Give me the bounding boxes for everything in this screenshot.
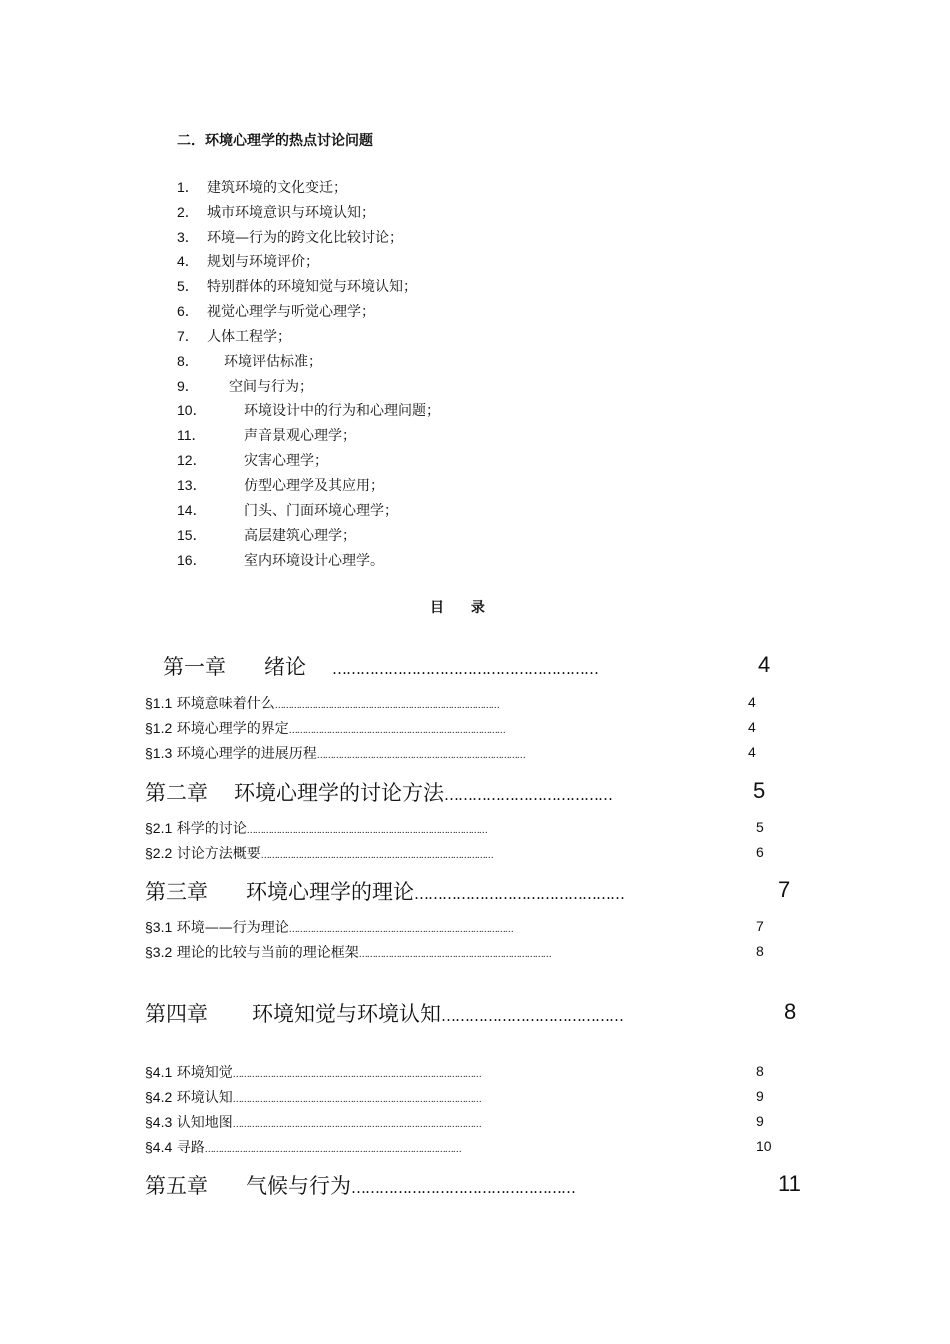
section-title: 认知地图 xyxy=(176,1115,233,1131)
leader-dots: ……………………………… xyxy=(444,786,612,804)
toc-section-4-3[interactable] xyxy=(145,1112,481,1132)
leader-dots: ………………………………………… xyxy=(351,1179,575,1197)
leader-dots: ………………………………………………… xyxy=(332,660,598,678)
topic-number: 13． xyxy=(177,477,207,493)
section-title: 寻路 xyxy=(176,1140,205,1156)
section-title: 科学的讨论 xyxy=(176,821,247,837)
section-label: §4.4 xyxy=(145,1139,173,1155)
section-label: §3.1 xyxy=(145,919,173,935)
toc-section-3-1-page: 7 xyxy=(756,918,764,934)
chapter-title: 环境心理学的理论 xyxy=(246,880,414,904)
toc-section-1-3-page: 4 xyxy=(748,744,756,760)
toc-chapter-4[interactable] xyxy=(145,998,623,1028)
topic-number: 10． xyxy=(177,402,207,418)
chapter-label: 第三章 xyxy=(145,880,208,904)
section-title: 环境认知 xyxy=(176,1090,233,1106)
section-label: §4.1 xyxy=(145,1064,173,1080)
topic-number: 16． xyxy=(177,552,207,568)
toc-section-1-2-page: 4 xyxy=(748,719,756,735)
toc-section-2-2[interactable] xyxy=(145,843,493,863)
toc-section-1-3[interactable] xyxy=(145,743,525,763)
topic-number: 8． xyxy=(177,353,199,369)
leader-dots: ………………………………………………………………………………… xyxy=(232,1070,481,1080)
toc-section-3-2-page: 8 xyxy=(756,943,764,959)
toc-section-4-2[interactable] xyxy=(145,1087,481,1107)
topic-number: 15． xyxy=(177,527,207,543)
leader-dots: ……………………………………………………………… xyxy=(358,950,551,960)
toc-section-4-4[interactable] xyxy=(145,1137,461,1157)
section-title: 理论的比较与当前的理论框架 xyxy=(176,945,359,961)
section-title: 环境心理学的界定 xyxy=(176,721,289,737)
chapter-title: 绪论 xyxy=(264,655,306,679)
toc-section-4-1-page: 8 xyxy=(756,1063,764,1079)
section-label: §4.3 xyxy=(145,1114,173,1130)
section-label: §1.3 xyxy=(145,745,173,761)
toc-section-3-1[interactable] xyxy=(145,917,513,937)
toc-section-1-2[interactable] xyxy=(145,718,505,738)
leader-dots: ………………………………………………………………………………… xyxy=(232,1120,481,1130)
topic-number: 6． xyxy=(177,303,199,319)
topic-number: 11． xyxy=(177,427,206,443)
toc-section-2-2-page: 6 xyxy=(756,844,764,860)
toc-chapter-4-page: 8 xyxy=(784,999,797,1024)
section-title: 环境心理学的进展历程 xyxy=(176,746,317,762)
topic-number: 5． xyxy=(177,278,199,294)
section-label: §2.2 xyxy=(145,845,173,861)
leader-dots: …………………………………………………………………………… xyxy=(260,851,493,861)
chapter-label: 第二章 xyxy=(145,781,208,805)
topic-number: 12． xyxy=(177,452,207,468)
topic-number: 9． xyxy=(177,378,199,394)
topic-text: 环境—行为的跨文化比较讨论； xyxy=(207,230,403,246)
leader-dots: …………………………………………………………………………………… xyxy=(204,1145,461,1155)
leader-dots: ……………………………………………………………………………… xyxy=(246,826,487,836)
chapter-label: 第四章 xyxy=(145,1002,208,1026)
toc-chapter-3[interactable] xyxy=(145,876,624,906)
topic-text: 环境评估标准； xyxy=(224,354,322,370)
toc-chapter-3-page: 7 xyxy=(778,877,791,902)
chapter-title: 环境心理学的讨论方法 xyxy=(234,781,444,805)
topic-text: 灾害心理学； xyxy=(244,453,328,469)
section-label: §2.1 xyxy=(145,820,173,836)
topic-text: 建筑环境的文化变迁； xyxy=(207,180,347,196)
toc-section-4-2-page: 9 xyxy=(756,1088,764,1104)
chapter-title: 环境知觉与环境认知 xyxy=(252,1002,441,1026)
topic-text: 室内环境设计心理学。 xyxy=(244,553,384,569)
toc-section-4-1[interactable] xyxy=(145,1062,481,1082)
topic-number: 3． xyxy=(177,229,199,245)
topic-number: 4． xyxy=(177,253,199,269)
leader-dots: …………………………………………………………………… xyxy=(316,751,525,761)
toc-section-1-1-page: 4 xyxy=(748,694,756,710)
section-label: §1.2 xyxy=(145,720,173,736)
section-title: 讨论方法概要 xyxy=(176,846,261,862)
topic-text: 城市环境意识与环境认知； xyxy=(207,205,375,221)
leader-dots: ………………………………………………………………………… xyxy=(274,701,499,711)
topic-text: 高层建筑心理学； xyxy=(244,528,356,544)
section-title: 环境意味着什么 xyxy=(176,696,275,712)
topic-text: 仿型心理学及其应用； xyxy=(244,478,384,494)
leader-dots: ………………………………………………………………………………… xyxy=(232,1095,481,1105)
topic-number: 7． xyxy=(177,328,199,344)
toc-section-1-1[interactable] xyxy=(145,693,499,713)
toc-section-3-2[interactable] xyxy=(145,942,551,962)
topic-text: 特别群体的环境知觉与环境认知； xyxy=(207,279,417,295)
leader-dots: ……………………………………………………………………… xyxy=(288,726,505,736)
topic-number: 2． xyxy=(177,204,199,220)
toc-chapter-5-page: 11 xyxy=(778,1171,801,1196)
chapter-title: 气候与行为 xyxy=(246,1174,351,1198)
topic-number: 14． xyxy=(177,502,207,518)
leader-dots: ………………………………………………………………………… xyxy=(288,925,513,935)
section-title: 环境知觉 xyxy=(176,1065,233,1081)
toc-chapter-1-page: 4 xyxy=(758,652,771,677)
leader-dots: ……………………………………… xyxy=(414,885,624,903)
toc-section-2-1-page: 5 xyxy=(756,819,764,835)
section-label: §4.2 xyxy=(145,1089,173,1105)
toc-section-4-3-page: 9 xyxy=(756,1113,764,1129)
topic-text: 空间与行为； xyxy=(229,379,313,395)
toc-chapter-2-page: 5 xyxy=(753,778,766,803)
toc-chapter-1[interactable] xyxy=(163,651,598,681)
section-heading: 二．环境心理学的热点讨论问题 xyxy=(177,133,373,149)
topic-text: 声音景观心理学； xyxy=(244,428,356,444)
topic-text: 人体工程学； xyxy=(207,329,291,345)
section-label: §1.1 xyxy=(145,695,173,711)
toc-section-4-4-page: 10 xyxy=(756,1138,772,1154)
toc-chapter-2[interactable] xyxy=(145,777,612,807)
leader-dots: ………………………………… xyxy=(441,1007,623,1025)
chapter-label: 第一章 xyxy=(163,655,226,679)
topic-text: 规划与环境评价； xyxy=(207,254,319,270)
topic-text: 环境设计中的行为和心理问题； xyxy=(244,403,440,419)
chapter-label: 第五章 xyxy=(145,1174,208,1198)
topic-number: 1． xyxy=(177,179,199,195)
toc-section-2-1[interactable] xyxy=(145,818,487,838)
topic-text: 门头、门面环境心理学； xyxy=(244,503,398,519)
topic-text: 视觉心理学与听觉心理学； xyxy=(207,304,375,320)
toc-title: 目 录 xyxy=(430,600,485,616)
section-label: §3.2 xyxy=(145,944,173,960)
section-title: 环境——行为理论 xyxy=(176,920,289,936)
toc-chapter-5[interactable] xyxy=(145,1170,575,1200)
